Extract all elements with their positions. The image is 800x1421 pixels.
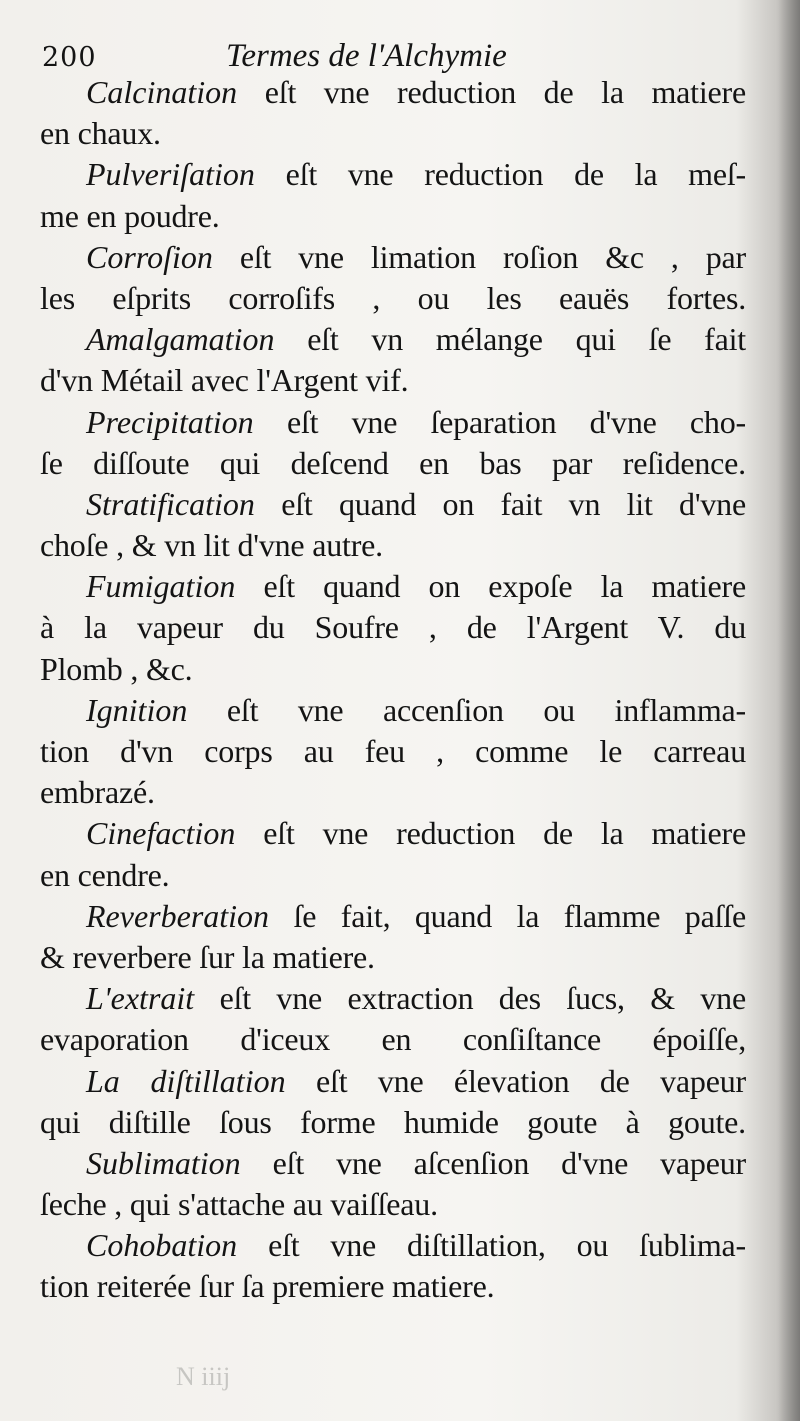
entry-term: Precipitation <box>86 403 254 440</box>
entry-line-first <box>40 978 746 1019</box>
entry-term: Ignition <box>86 691 188 728</box>
entry-line-first <box>40 896 746 937</box>
entry-line: tion d'vn corps au feu , comme le carreau <box>40 733 746 769</box>
entry-line-first <box>40 154 746 195</box>
entry-text: eſt vne reduction de la meſ- <box>254 156 746 193</box>
entry-line-first <box>40 484 746 525</box>
entry-line: les eſprits corroſifs , ou les eauës fortes. <box>40 279 746 316</box>
entry-line-first <box>40 813 746 854</box>
entry-line: tion reiterée ſur ſa premiere matiere. <box>40 1268 495 1305</box>
entry-line-first <box>40 1143 746 1184</box>
entry-line: me en poudre. <box>40 197 220 234</box>
entry-text: ſe fait, quand la flamme paſſe <box>269 897 746 934</box>
entry-term: Corroſion <box>86 238 213 275</box>
entry-term: Cinefaction <box>86 815 236 852</box>
entry-line: ſeche , qui s'attache au vaiſſeau. <box>40 1186 438 1223</box>
entry-term: L'extrait <box>86 980 195 1017</box>
entry-line-first <box>40 690 746 731</box>
entry-line: embrazé. <box>40 774 155 811</box>
entry-term: Cohobation <box>86 1227 238 1264</box>
entry-line-first <box>40 566 746 607</box>
entry-line-first <box>40 319 746 360</box>
entry-line: & reverbere ſur la matiere. <box>40 938 375 975</box>
entry-text: eſt quand on fait vn lit d'vne <box>254 485 746 522</box>
entry-text: eſt vne diſtillation, ou ſublima- <box>237 1227 746 1264</box>
entry-line: Plomb , &c. <box>40 650 193 687</box>
entry-line: à la vapeur du Soufre , de l'Argent V. du <box>40 609 746 646</box>
entry-text: eſt vne limation roſion &c , par <box>212 238 746 275</box>
entry-term: Fumigation <box>86 568 236 605</box>
entry-line: ſe diſſoute qui deſcend en bas par reſidence. <box>40 444 746 481</box>
entry-term: Reverberation <box>86 897 270 934</box>
entry-line: choſe , & vn lit d'vne autre. <box>40 527 383 564</box>
entry-term: Calcination <box>86 74 238 110</box>
page-edge-shadow <box>778 0 800 1421</box>
entry-term: Amalgamation <box>86 321 275 358</box>
entry-text: eſt vne reduction de la matiere <box>237 74 746 110</box>
entry-line: qui diſtille ſous forme humide goute à goute. <box>40 1103 746 1140</box>
entry-text: eſt vne reduction de la matiere <box>235 815 746 852</box>
signature-mark: N iiij <box>176 1362 231 1391</box>
entry-text: eſt vn mélange qui ſe fait <box>274 321 746 358</box>
entry-text: eſt vne extraction des ſucs, & vne <box>194 980 746 1017</box>
entry-line: evaporation d'iceux en conſiſtance époiſſe, <box>40 1021 746 1058</box>
entry-term: La diſtillation <box>86 1062 286 1099</box>
glossary-text <box>40 72 746 1308</box>
running-head: Termes de l'Alchymie <box>226 38 507 74</box>
entry-line-first <box>40 402 746 443</box>
page-number: 200 <box>42 42 97 73</box>
entry-text: eſt quand on expoſe la matiere <box>235 568 746 605</box>
entry-line-first <box>40 1225 746 1266</box>
entry-line: en chaux. <box>40 115 161 152</box>
entry-term: Pulveriſation <box>86 156 255 193</box>
entry-text: eſt vne élevation de vapeur <box>285 1062 746 1099</box>
entry-line: en cendre. <box>40 856 170 893</box>
entry-line-first <box>40 1061 746 1102</box>
entry-text: eſt vne aſcenſion d'vne vapeur <box>240 1144 746 1181</box>
entry-text: eſt vne ſeparation d'vne cho- <box>253 403 746 440</box>
entry-line: d'vn Métail avec l'Argent vif. <box>40 362 409 399</box>
entry-term: Sublimation <box>86 1144 241 1181</box>
entry-text: eſt vne accenſion ou inflamma- <box>187 691 746 728</box>
entry-line-first <box>40 237 746 278</box>
entry-line-first <box>40 72 746 113</box>
entry-term: Stratification <box>86 485 255 522</box>
